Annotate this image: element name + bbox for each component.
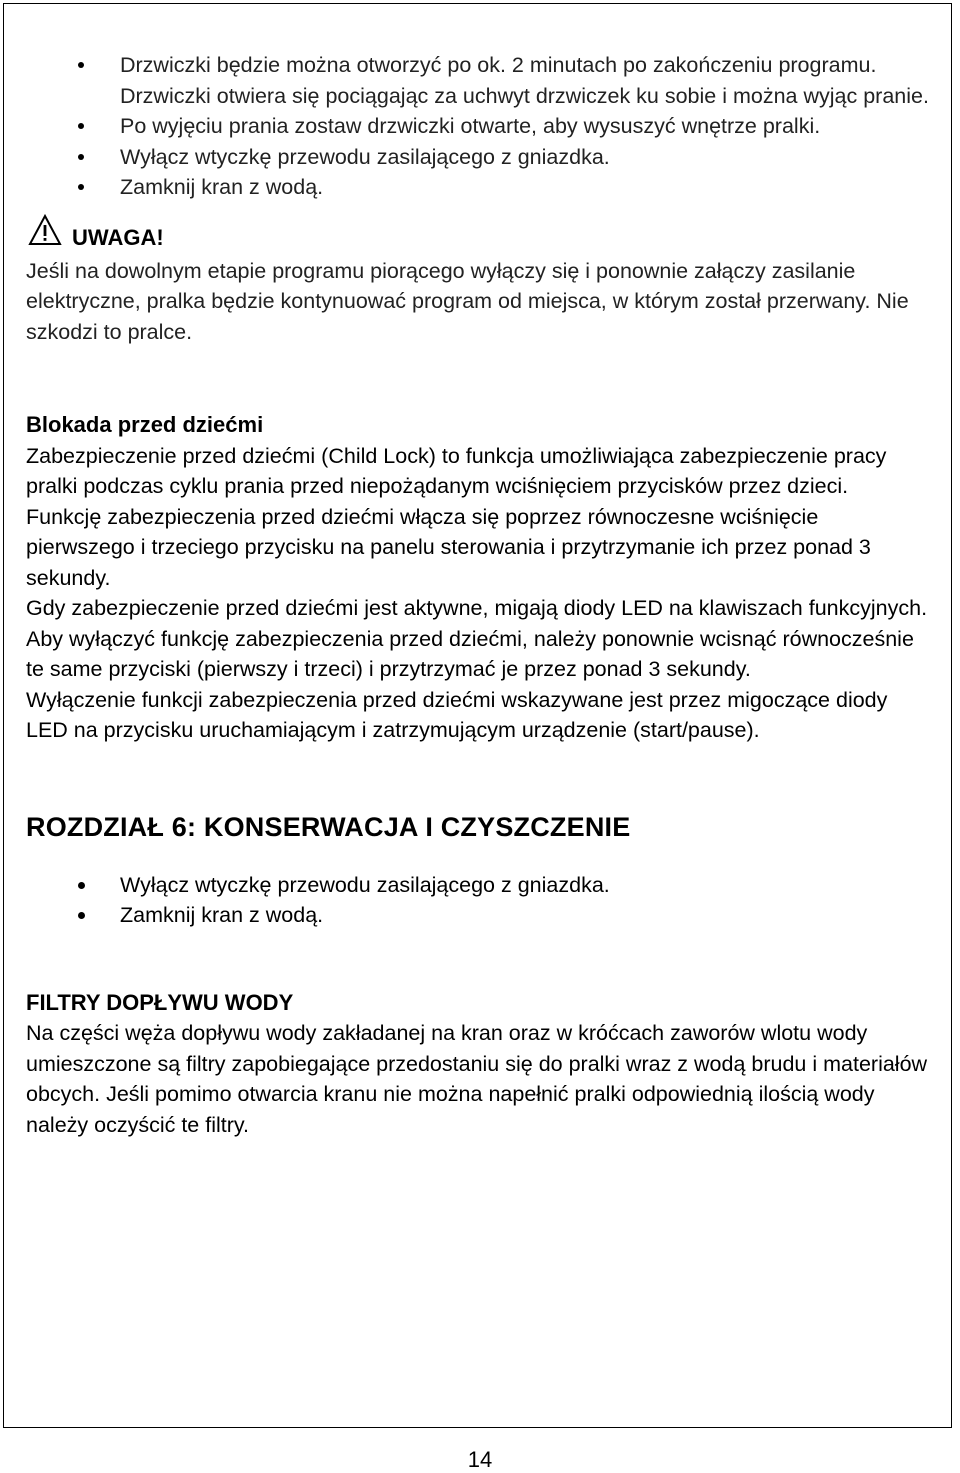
maintenance-bullet-list [26, 870, 932, 931]
bullet-icon [78, 154, 84, 160]
list-item [26, 111, 932, 142]
warning-title: UWAGA! [72, 224, 164, 250]
warning-triangle-icon [28, 214, 62, 246]
list-item [26, 50, 932, 111]
list-item [26, 900, 932, 931]
chapter-title: ROZDZIAŁ 6: KONSERWACJA I CZYSZCZENIE [26, 811, 631, 842]
bullet-icon [78, 912, 85, 919]
child-lock-paragraph: Funkcję zabezpieczenia przed dziećmi włącza się poprzez równoczesne wciśnięcie pierwszego i trzeciego przycisku na panelu sterowania i przytrzymanie ich przez ponad 3 sekundy. [26, 504, 871, 590]
child-lock-paragraph: Wyłączenie funkcji zabezpieczenia przed dziećmi wskazywane jest przez migoczące diody LED na przycisku uruchamiającym i zatrzymującym urządzenie (start/pause). [26, 687, 888, 742]
list-item-text: Zamknij kran z wodą. [120, 175, 324, 199]
list-item-text: Zamknij kran z wodą. [120, 903, 324, 927]
page-content [26, 50, 932, 1140]
warning-header [26, 216, 932, 256]
warning-text: Jeśli na dowolnym etapie programu piorącego wyłączy się i ponownie załączy zasilanie elektryczne, pralka będzie kontynuować program od miejsca, w którym został przerwany. Nie szkodzi to pralce. [26, 258, 909, 344]
list-item-text: Wyłącz wtyczkę przewodu zasilającego z gniazdka. [120, 872, 610, 897]
child-lock-paragraph: Gdy zabezpieczenie przed dziećmi jest aktywne, migają diody LED na klawiszach funkcyjnych. Aby wyłączyć funkcję zabezpieczenia przed dziećmi, należy ponownie wcisnąć równocześnie te same przyciski (pierwszy i trzeci) i przytrzymać je przez ponad 3 sekundy. [26, 596, 928, 681]
list-item [26, 172, 932, 203]
child-lock-heading: Blokada przed dziećmi [26, 412, 264, 437]
list-item-text: Wyłącz wtyczkę przewodu zasilającego z gniazdka. [120, 144, 610, 169]
bullet-icon [78, 123, 84, 129]
filters-text: Na części węża dopływu wody zakładanej na kran oraz w króćcach zaworów wlotu wody umieszczone są filtry zapobiegające przedostaniu się do pralki wraz z wodą brudu i materiałów obcych. Jeśli pomimo otwarcia kranu nie można napełnić pralki odpowiednią ilością wody należy oczyścić te filtry. [26, 1021, 928, 1137]
list-item [26, 142, 932, 173]
page-number: 14 [467, 1447, 493, 1472]
list-item-text: Drzwiczki będzie można otworzyć po ok. 2 minutach po zakończeniu programu. Drzwiczki otwiera się pociągając za uchwyt drzwiczek ku sobie i można wyjąc pranie. [120, 53, 929, 108]
after-wash-bullet-list [26, 50, 932, 203]
child-lock-paragraph: Zabezpieczenie przed dziećmi (Child Lock) to funkcja umożliwiająca zabezpieczenie pracy pralki podczas cyklu prania przed niepożądanym wciśnięciem przycisków przez dzieci. [26, 443, 887, 498]
bullet-icon [78, 882, 85, 889]
list-item [26, 870, 932, 901]
filters-heading: FILTRY DOPŁYWU WODY [26, 989, 294, 1015]
bullet-icon [78, 62, 84, 68]
list-item-text: Po wyjęciu prania zostaw drzwiczki otwarte, aby wysuszyć wnętrze pralki. [120, 114, 821, 138]
bullet-icon [78, 184, 84, 190]
